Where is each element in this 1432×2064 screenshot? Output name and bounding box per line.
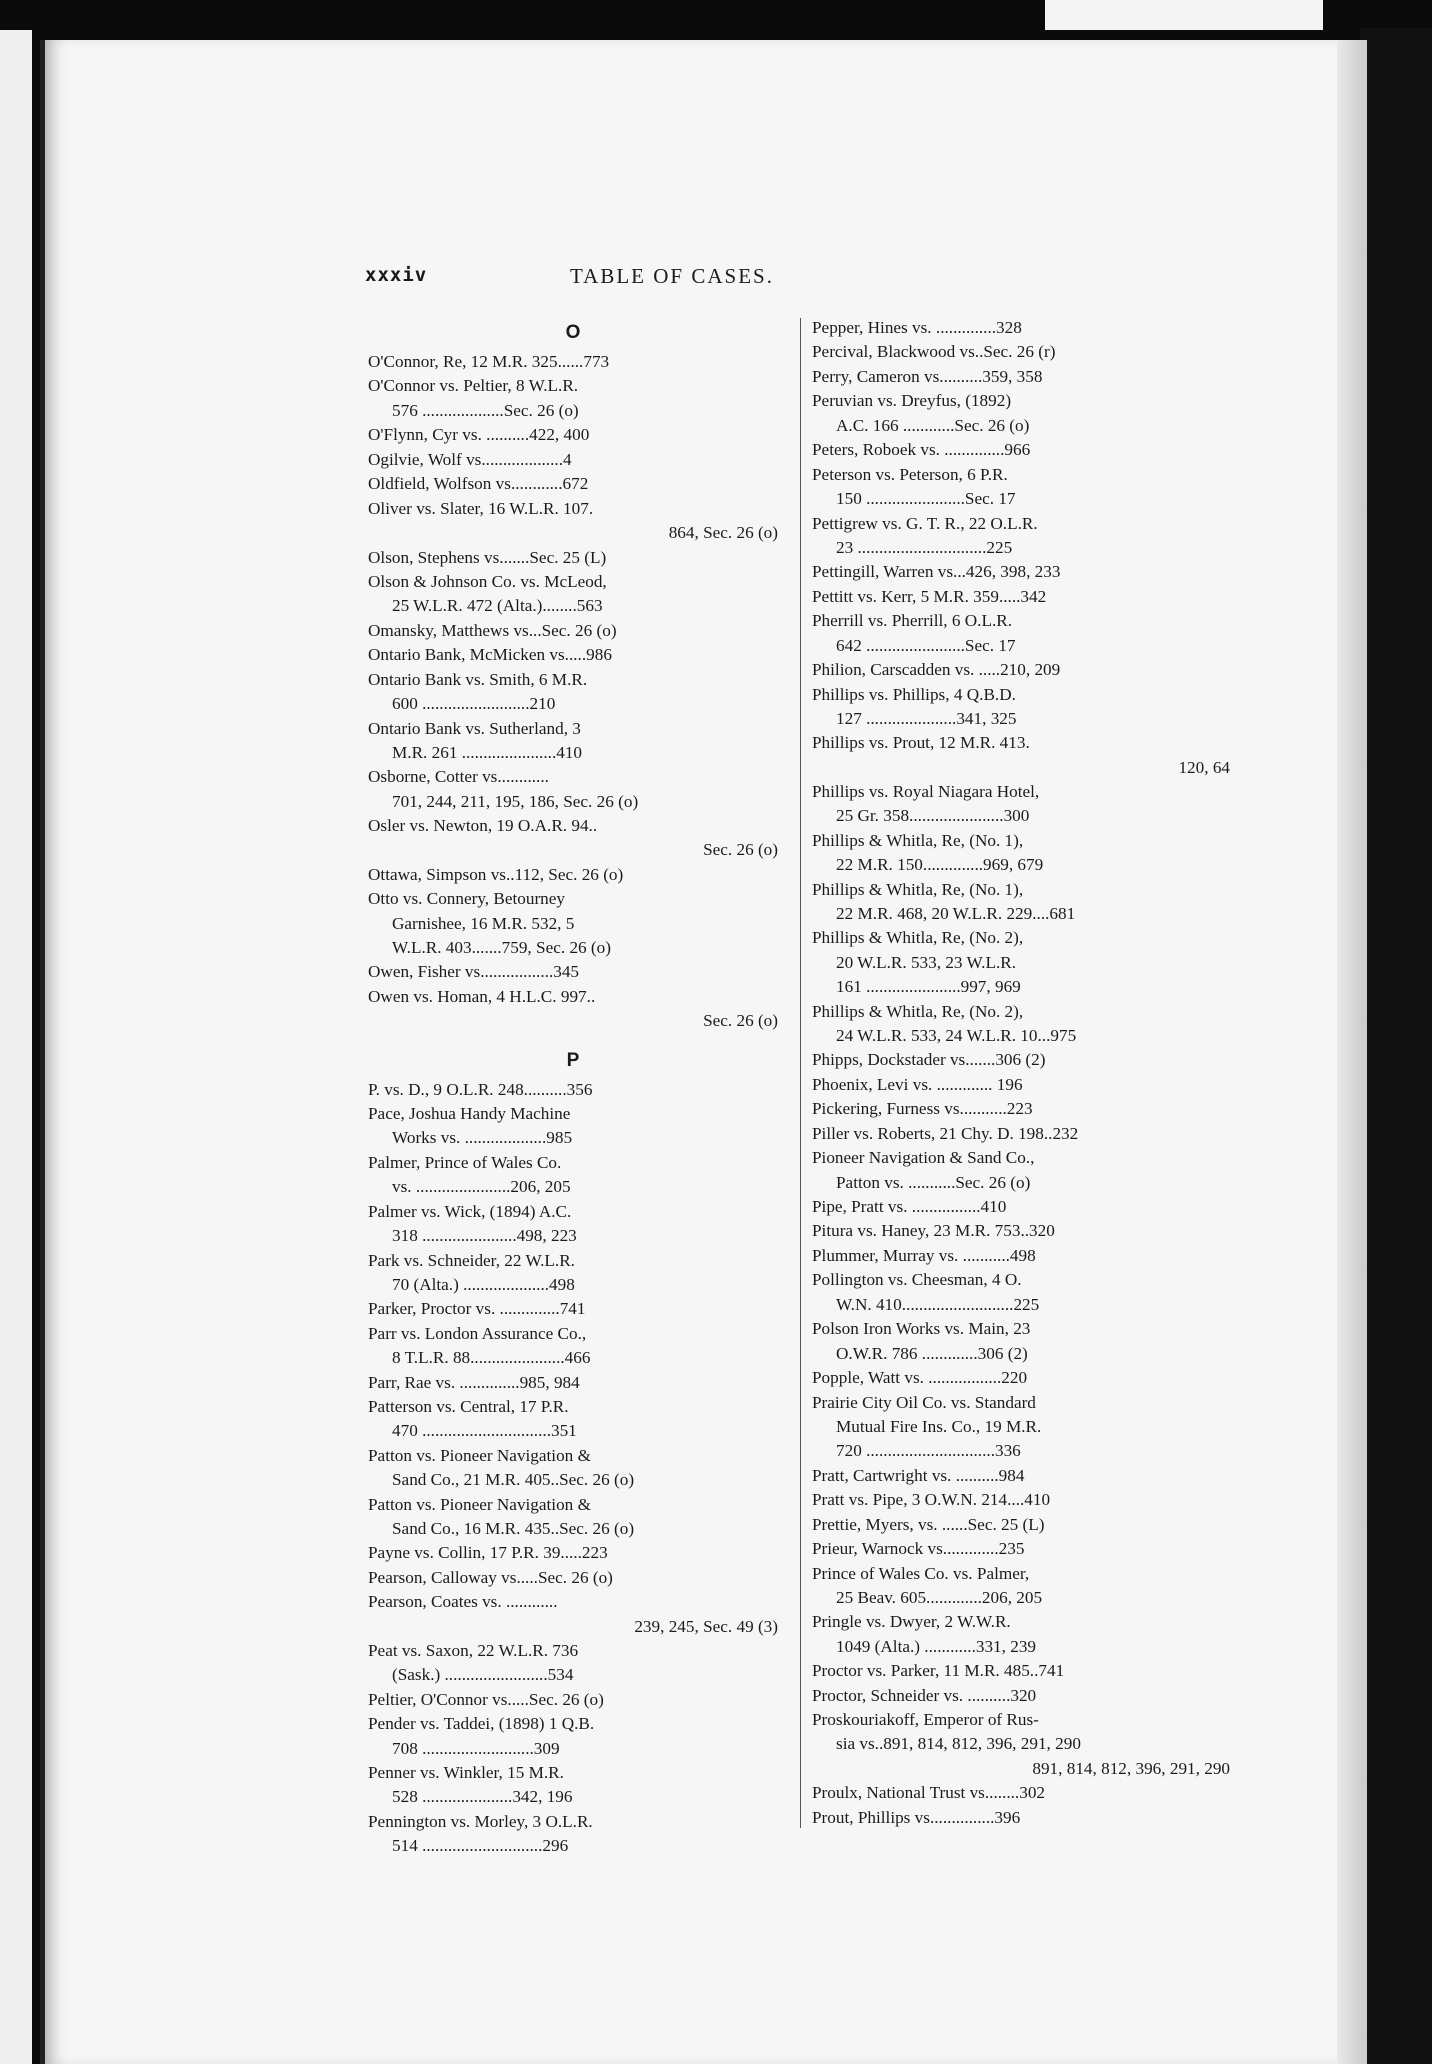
case-entry-line: Prairie City Oil Co. vs. Standard — [812, 1392, 1036, 1412]
case-entry — [812, 1488, 1230, 1512]
case-entry — [368, 1297, 778, 1321]
case-entry-line: Phillips vs. Royal Niagara Hotel, — [812, 782, 1040, 802]
case-entry-continuation: 23 ..............................225 — [836, 537, 1013, 557]
case-entry-line: Pitura vs. Haney, 23 M.R. 753..320 — [812, 1221, 1055, 1241]
case-entry-line: Osborne, Cotter vs............ — [368, 767, 549, 787]
case-entry — [368, 814, 778, 863]
case-entry-continuation: Sec. 26 (o) — [703, 840, 778, 860]
case-entry — [368, 1566, 778, 1590]
case-entry-line: Oliver vs. Slater, 16 W.L.R. 107. — [368, 498, 594, 518]
case-entry — [812, 683, 1230, 732]
case-entry-line: Otto vs. Connery, Betourney — [368, 889, 565, 909]
case-entry-continuation: 864, Sec. 26 (o) — [668, 523, 778, 543]
case-entry — [368, 717, 778, 766]
case-entry-line: Prieur, Warnock vs.............235 — [812, 1539, 1025, 1559]
case-entry-line: Ontario Bank vs. Sutherland, 3 — [368, 718, 581, 738]
case-entry-line: Patton vs. Pioneer Navigation & — [368, 1494, 591, 1514]
case-entry-line: Parr, Rae vs. ..............985, 984 — [368, 1372, 580, 1392]
case-entry — [368, 1761, 778, 1810]
case-entry — [812, 1268, 1230, 1317]
case-entry-continuation: 24 W.L.R. 533, 24 W.L.R. 10...975 — [836, 1025, 1077, 1045]
case-entry — [368, 1151, 778, 1200]
case-entry — [368, 374, 778, 423]
case-entry — [812, 1000, 1230, 1049]
case-entry-continuation: 1049 (Alta.) ............331, 239 — [836, 1636, 1037, 1656]
case-entry-continuation: Patton vs. ...........Sec. 26 (o) — [836, 1172, 1031, 1192]
case-entry-continuation: 318 ......................498, 223 — [392, 1226, 577, 1246]
case-entry-line: Pratt vs. Pipe, 3 O.W.N. 214....410 — [812, 1490, 1051, 1510]
case-entry-line: Pace, Joshua Handy Machine — [368, 1104, 571, 1124]
case-entry-line: Pennington vs. Morley, 3 O.L.R. — [368, 1811, 593, 1831]
case-entry — [812, 780, 1230, 829]
case-entry — [368, 423, 778, 447]
case-entry-line: Pringle vs. Dwyer, 2 W.W.R. — [812, 1612, 1011, 1632]
case-entry-line: Pherrill vs. Pherrill, 6 O.L.R. — [812, 611, 1013, 631]
case-entry-line: Phillips & Whitla, Re, (No. 1), — [812, 830, 1024, 850]
case-entry — [812, 1219, 1230, 1243]
entries-o — [368, 350, 778, 1034]
case-entry — [368, 472, 778, 496]
section-letter-p: P — [566, 1049, 580, 1071]
case-entry-continuation: A.C. 166 ............Sec. 26 (o) — [836, 415, 1030, 435]
case-entry-continuation: (Sask.) ........................534 — [392, 1665, 574, 1685]
case-entry — [368, 960, 778, 984]
case-entry — [368, 1395, 778, 1444]
case-entry — [812, 1097, 1230, 1121]
case-entry-line: Olson & Johnson Co. vs. McLeod, — [368, 571, 607, 591]
case-entry — [368, 570, 778, 619]
case-entry-line: Phipps, Dockstader vs.......306 (2) — [812, 1050, 1046, 1070]
case-entry-line: Peat vs. Saxon, 22 W.L.R. 736 — [368, 1641, 579, 1661]
case-entry-line: Peltier, O'Connor vs.....Sec. 26 (o) — [368, 1689, 604, 1709]
case-entry — [812, 1195, 1230, 1219]
case-entry — [812, 463, 1230, 512]
case-entry — [812, 585, 1230, 609]
case-entry-line: Proctor vs. Parker, 11 M.R. 485..741 — [812, 1661, 1065, 1681]
case-entry-continuation: O.W.R. 786 .............306 (2) — [836, 1343, 1028, 1363]
case-entry-continuation: 239, 245, Sec. 49 (3) — [634, 1616, 778, 1636]
case-entry-line: Proskouriakoff, Emperor of Rus- — [812, 1710, 1039, 1730]
case-entry — [812, 389, 1230, 438]
case-entry-continuation: 470 ..............................351 — [392, 1421, 577, 1441]
case-entry-line: Pearson, Calloway vs.....Sec. 26 (o) — [368, 1567, 613, 1587]
case-entry — [368, 1493, 778, 1542]
scan-border-left — [0, 30, 32, 2064]
case-entry-line: Peters, Roboek vs. ..............966 — [812, 440, 1031, 460]
column-divider — [800, 318, 801, 1828]
case-entry-line: Pollington vs. Cheesman, 4 O. — [812, 1270, 1022, 1290]
case-entry — [812, 829, 1230, 878]
case-entry — [812, 512, 1230, 561]
case-entry-continuation: 708 ..........................309 — [392, 1738, 560, 1758]
case-entry-line: Pettitt vs. Kerr, 5 M.R. 359.....342 — [812, 586, 1047, 606]
scan-border-top — [0, 0, 1045, 30]
case-entry-line: Parker, Proctor vs. ..............741 — [368, 1299, 586, 1319]
case-entry-line: O'Flynn, Cyr vs. ..........422, 400 — [368, 425, 590, 445]
case-entry-line: Pipe, Pratt vs. ................410 — [812, 1197, 1007, 1216]
case-entry — [368, 1078, 778, 1102]
case-entry-continuation: 127 .....................341, 325 — [836, 708, 1017, 728]
case-entry — [812, 926, 1230, 999]
case-entry-continuation: 161 ......................997, 969 — [836, 977, 1021, 997]
page-header — [365, 262, 910, 296]
case-entry-continuation: sia vs..891, 814, 812, 396, 291, 290 — [836, 1734, 1081, 1754]
case-entry-continuation: 22 M.R. 468, 20 W.L.R. 229....681 — [836, 903, 1076, 923]
case-entry — [368, 1371, 778, 1395]
case-entry — [368, 497, 778, 546]
case-entry — [812, 878, 1230, 927]
case-entry — [368, 765, 778, 814]
case-entry-line: Pioneer Navigation & Sand Co., — [812, 1148, 1035, 1168]
running-title: TABLE OF CASES. — [570, 264, 774, 288]
case-entry-line: Pepper, Hines vs. ..............328 — [812, 318, 1022, 337]
case-entry — [812, 340, 1230, 364]
case-entry-line: Phillips & Whitla, Re, (No. 2), — [812, 928, 1024, 948]
case-entry-continuation: M.R. 261 ......................410 — [392, 742, 583, 762]
case-entry-continuation: Sand Co., 21 M.R. 405..Sec. 26 (o) — [392, 1470, 635, 1490]
case-entry — [812, 1708, 1230, 1781]
case-entry — [812, 1146, 1230, 1195]
case-entry-line: Perry, Cameron vs..........359, 358 — [812, 366, 1043, 386]
case-entry — [368, 1639, 778, 1688]
case-entry-continuation: 720 ..............................336 — [836, 1441, 1021, 1461]
case-entry — [812, 1366, 1230, 1390]
case-entry-continuation: 528 .....................342, 196 — [392, 1787, 573, 1807]
case-entry — [368, 1322, 778, 1371]
case-entry-line: Patton vs. Pioneer Navigation & — [368, 1445, 591, 1465]
case-entry-line: Peterson vs. Peterson, 6 P.R. — [812, 464, 1008, 484]
case-entry-line: Pettigrew vs. G. T. R., 22 O.L.R. — [812, 513, 1038, 533]
case-entry-continuation: 642 .......................Sec. 17 — [836, 635, 1016, 655]
case-entry-continuation: 576 ...................Sec. 26 (o) — [392, 400, 579, 420]
case-entry-line: Phillips vs. Prout, 12 M.R. 413. — [812, 733, 1030, 753]
case-entry-line: Percival, Blackwood vs..Sec. 26 (r) — [812, 342, 1056, 362]
left-column — [368, 316, 778, 1859]
entries-p-left — [368, 1078, 778, 1859]
case-entry-continuation: 70 (Alta.) ....................498 — [392, 1274, 575, 1294]
case-entry — [812, 1610, 1230, 1659]
case-entry — [812, 658, 1230, 682]
case-entry-line: Omansky, Matthews vs...Sec. 26 (o) — [368, 620, 617, 640]
case-entry — [812, 365, 1230, 389]
entries-p-right — [812, 316, 1230, 1830]
case-entry-line: Phillips & Whitla, Re, (No. 2), — [812, 1001, 1024, 1021]
case-entry-line: Piller vs. Roberts, 21 Chy. D. 198..232 — [812, 1123, 1079, 1143]
page-edge-shadow — [1337, 40, 1367, 2064]
case-entry-line: Prettie, Myers, vs. ......Sec. 25 (L) — [812, 1514, 1045, 1534]
case-entry-line: Proctor, Schneider vs. ..........320 — [812, 1685, 1037, 1705]
case-entry-line: Pickering, Furness vs...........223 — [812, 1099, 1033, 1119]
page-number: xxxiv — [365, 264, 428, 286]
case-entry — [812, 1806, 1230, 1830]
case-entry-continuation: vs. ......................206, 205 — [392, 1177, 571, 1197]
right-column — [812, 316, 1230, 1830]
case-entry-line: Phillips vs. Phillips, 4 Q.B.D. — [812, 684, 1016, 704]
case-entry-line: Pender vs. Taddei, (1898) 1 Q.B. — [368, 1714, 595, 1734]
case-entry — [368, 1541, 778, 1565]
case-entry-continuation: 891, 814, 812, 396, 291, 290 — [1032, 1758, 1230, 1778]
case-entry-line: Olson, Stephens vs.......Sec. 25 (L) — [368, 547, 607, 567]
case-entry — [812, 1244, 1230, 1268]
case-entry-line: Ottawa, Simpson vs..112, Sec. 26 (o) — [368, 864, 624, 884]
case-entry — [812, 1513, 1230, 1537]
case-entry-line: Popple, Watt vs. .................220 — [812, 1368, 1028, 1388]
case-entry-line: Proulx, National Trust vs........302 — [812, 1783, 1046, 1803]
case-entry — [368, 1444, 778, 1493]
case-entry-continuation: Works vs. ...................985 — [392, 1128, 573, 1148]
case-entry-continuation: 514 ............................296 — [392, 1836, 569, 1856]
section-letter-o: O — [565, 322, 581, 343]
case-entry — [368, 546, 778, 570]
case-entry-line: Palmer vs. Wick, (1894) A.C. — [368, 1201, 572, 1221]
case-entry-line: Pratt, Cartwright vs. ..........984 — [812, 1465, 1025, 1485]
case-entry — [812, 609, 1230, 658]
case-entry-continuation: 22 M.R. 150..............969, 679 — [836, 855, 1044, 875]
case-entry-continuation: Garnishee, 16 M.R. 532, 5 — [392, 913, 575, 933]
case-entry-line: O'Connor, Re, 12 M.R. 325......773 — [368, 352, 610, 371]
case-entry — [812, 1537, 1230, 1561]
case-entry — [368, 643, 778, 667]
case-entry — [812, 316, 1230, 340]
case-entry — [812, 438, 1230, 462]
case-entry — [368, 985, 778, 1034]
case-entry-continuation: 8 T.L.R. 88......................466 — [392, 1348, 591, 1368]
case-entry-line: Peruvian vs. Dreyfus, (1892) — [812, 391, 1012, 411]
case-entry-line: Owen vs. Homan, 4 H.L.C. 997.. — [368, 986, 596, 1006]
case-entry-line: Prince of Wales Co. vs. Palmer, — [812, 1563, 1030, 1583]
case-entry-line: Philion, Carscadden vs. .....210, 209 — [812, 660, 1061, 680]
case-entry-line: Ontario Bank vs. Smith, 6 M.R. — [368, 669, 588, 689]
case-entry-line: Osler vs. Newton, 19 O.A.R. 94.. — [368, 816, 598, 836]
case-entry — [812, 731, 1230, 780]
case-entry — [368, 448, 778, 472]
case-entry — [812, 1659, 1230, 1683]
case-entry — [812, 1684, 1230, 1708]
case-entry — [368, 1712, 778, 1761]
case-entry — [368, 1102, 778, 1151]
case-entry-continuation: Sand Co., 16 M.R. 435..Sec. 26 (o) — [392, 1518, 635, 1538]
case-entry-line: P. vs. D., 9 O.L.R. 248..........356 — [368, 1079, 593, 1099]
case-entry — [368, 668, 778, 717]
case-entry-line: Payne vs. Collin, 17 P.R. 39.....223 — [368, 1543, 608, 1563]
case-entry-continuation: 20 W.L.R. 533, 23 W.L.R. — [836, 952, 1017, 972]
case-entry-line: Pearson, Coates vs. ............ — [368, 1592, 558, 1612]
scan-border-right — [1360, 28, 1432, 2064]
case-entry-continuation: 25 W.L.R. 472 (Alta.)........563 — [392, 596, 603, 616]
case-entry — [368, 1590, 778, 1639]
case-entry-continuation: Mutual Fire Ins. Co., 19 M.R. — [836, 1416, 1042, 1436]
case-entry-continuation: W.N. 410..........................225 — [836, 1294, 1040, 1314]
case-entry — [368, 863, 778, 887]
case-entry — [812, 1391, 1230, 1464]
case-entry — [812, 1048, 1230, 1072]
case-entry-line: Palmer, Prince of Wales Co. — [368, 1152, 562, 1172]
case-entry — [812, 560, 1230, 584]
case-entry — [812, 1317, 1230, 1366]
case-entry — [368, 350, 778, 374]
case-entry-continuation: 25 Beav. 605.............206, 205 — [836, 1587, 1043, 1607]
case-entry-continuation: 120, 64 — [1178, 757, 1230, 777]
case-entry — [368, 1810, 778, 1859]
case-entry-continuation: 150 .......................Sec. 17 — [836, 489, 1016, 509]
case-entry — [812, 1122, 1230, 1146]
case-entry — [812, 1073, 1230, 1097]
case-entry — [812, 1562, 1230, 1611]
case-entry — [368, 619, 778, 643]
case-entry — [368, 1249, 778, 1298]
case-entry-continuation: W.L.R. 403.......759, Sec. 26 (o) — [392, 937, 611, 957]
case-entry-continuation: 600 .........................210 — [392, 694, 556, 714]
scan-border-top-white — [1045, 0, 1323, 30]
case-entry-continuation: Sec. 26 (o) — [703, 1011, 778, 1031]
case-entry — [368, 1200, 778, 1249]
case-entry-line: Penner vs. Winkler, 15 M.R. — [368, 1763, 564, 1783]
case-entry-line: Park vs. Schneider, 22 W.L.R. — [368, 1250, 575, 1270]
case-entry-line: Patterson vs. Central, 17 P.R. — [368, 1397, 569, 1417]
case-entry-line: Polson Iron Works vs. Main, 23 — [812, 1319, 1031, 1339]
case-entry-line: Ontario Bank, McMicken vs.....986 — [368, 645, 612, 665]
case-entry-line: Prout, Phillips vs...............396 — [812, 1807, 1021, 1827]
case-entry — [812, 1781, 1230, 1805]
case-entry-line: Oldfield, Wolfson vs............672 — [368, 474, 589, 494]
case-entry-line: Owen, Fisher vs.................345 — [368, 962, 580, 982]
case-entry — [812, 1464, 1230, 1488]
case-entry — [368, 887, 778, 960]
case-entry-line: Ogilvie, Wolf vs...................4 — [368, 449, 572, 469]
case-entry-line: Parr vs. London Assurance Co., — [368, 1323, 587, 1343]
case-entry-line: Plummer, Murray vs. ...........498 — [812, 1245, 1036, 1265]
case-entry-line: O'Connor vs. Peltier, 8 W.L.R. — [368, 376, 579, 396]
case-entry-continuation: 701, 244, 211, 195, 186, Sec. 26 (o) — [392, 791, 639, 811]
case-entry-line: Pettingill, Warren vs...426, 398, 233 — [812, 562, 1061, 582]
case-entry-continuation: 25 Gr. 358......................300 — [836, 806, 1030, 826]
case-entry — [368, 1688, 778, 1712]
case-entry-line: Phoenix, Levi vs. ............. 196 — [812, 1074, 1023, 1094]
case-entry-line: Phillips & Whitla, Re, (No. 1), — [812, 879, 1024, 899]
